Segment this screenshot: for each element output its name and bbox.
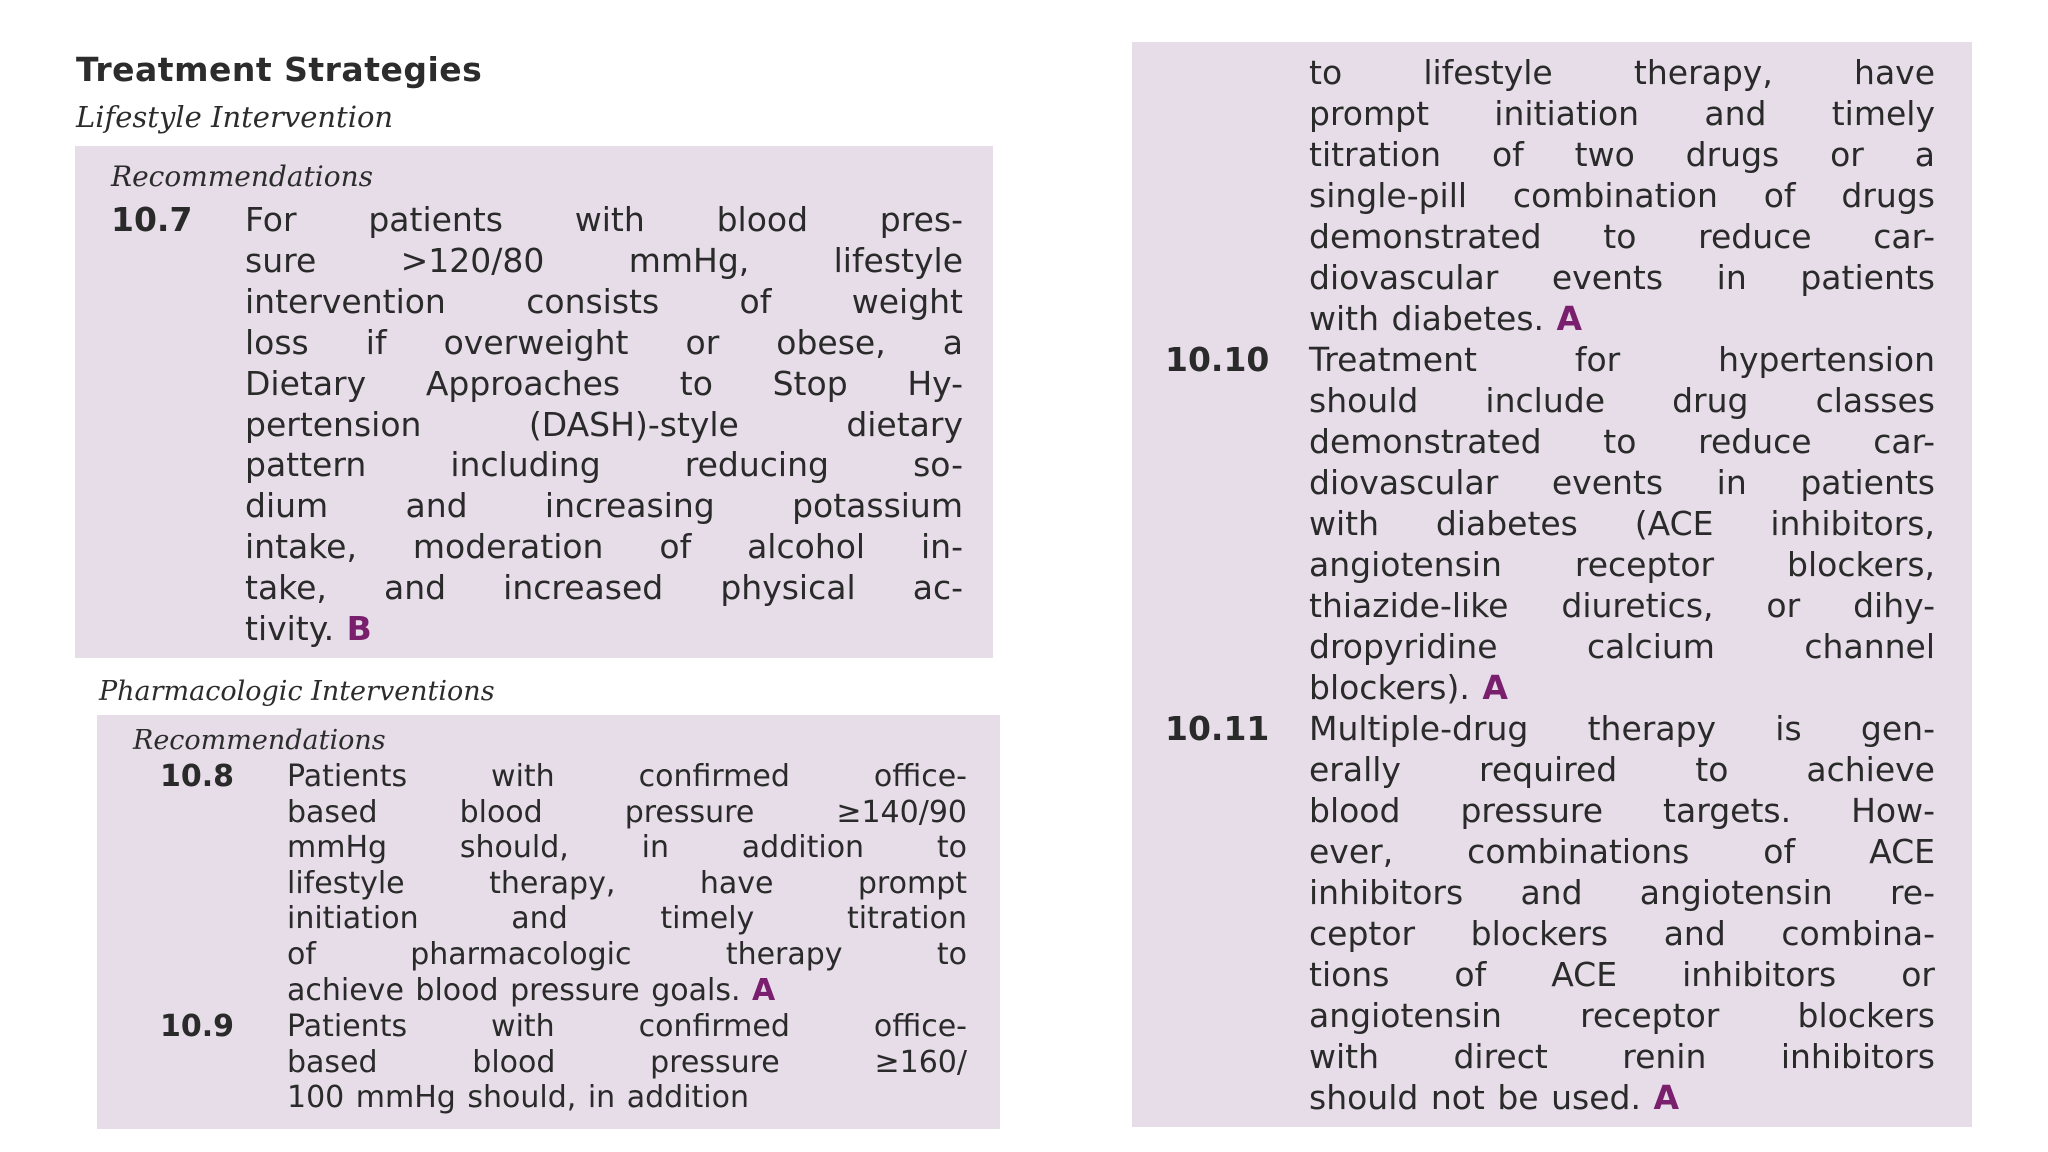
text-line — [287, 1009, 967, 1045]
text-line — [1309, 257, 1935, 298]
text-line — [245, 609, 963, 650]
text-line-content: angiotensin receptor blockers, — [1309, 545, 1935, 584]
text-line — [245, 200, 963, 241]
text-line — [1309, 462, 1935, 503]
text-line-content: 100 mmHg should, in addition — [287, 1080, 749, 1116]
text-line — [287, 901, 967, 937]
text-line — [1309, 749, 1935, 790]
text-line-content: based blood pressure ≥140/90 — [287, 794, 967, 830]
text-line — [1309, 380, 1935, 421]
text-line — [287, 937, 967, 973]
text-line-content: diovascular events in patients — [1309, 463, 1935, 502]
text-line-content: with diabetes. — [1309, 299, 1545, 338]
text-line-content: achieve blood pressure goals. — [287, 972, 741, 1008]
text-line — [287, 1045, 967, 1081]
text-line-content: to lifestyle therapy, have — [1309, 53, 1935, 92]
text-line — [287, 973, 967, 1009]
recommendations-label: Recommendations — [133, 725, 386, 756]
text-line — [287, 795, 967, 831]
text-line-content: Multiple-drug therapy is gen- — [1309, 709, 1935, 748]
evidence-grade: A — [1482, 668, 1508, 707]
text-line-content: ceptor blockers and combina- — [1309, 914, 1935, 953]
pharmacologic-recommendations-box — [97, 715, 1000, 1129]
text-line — [1309, 626, 1935, 667]
text-line-content: of pharmacologic therapy to — [287, 936, 967, 972]
lifestyle-recommendations-box — [75, 146, 993, 658]
text-line — [1309, 1077, 1935, 1118]
text-line — [1309, 93, 1935, 134]
text-line-content: prompt initiation and timely — [1309, 94, 1935, 133]
text-line-content: blockers). — [1309, 668, 1470, 707]
text-line — [1309, 913, 1935, 954]
recommendations-label: Recommendations — [111, 160, 373, 193]
section-title: Treatment Strategies — [76, 50, 483, 89]
text-line-content: erally required to achieve — [1309, 750, 1935, 789]
text-line — [1309, 790, 1935, 831]
text-line-content: intake, moderation of alcohol in- — [245, 527, 963, 567]
text-line-content: Patients with confirmed office- — [287, 759, 967, 794]
recommendation-text — [1309, 708, 1935, 1118]
text-line-content: lifestyle therapy, have prompt — [287, 865, 967, 901]
text-line — [1309, 175, 1935, 216]
text-line — [287, 1080, 967, 1116]
text-line-content: loss if overweight or obese, a — [245, 322, 963, 362]
text-line — [287, 759, 967, 795]
text-line — [1309, 954, 1935, 995]
text-line-content: should not be used. — [1309, 1078, 1641, 1117]
text-line — [245, 527, 963, 568]
text-line-content: diovascular events in patients — [1309, 258, 1935, 297]
recommendation-text — [1309, 339, 1935, 708]
text-line — [245, 405, 963, 446]
text-line — [1309, 995, 1935, 1036]
text-line — [1309, 831, 1935, 872]
text-line — [245, 241, 963, 282]
recommendation-number: 10.10 — [1165, 340, 1270, 379]
evidence-grade: A — [1653, 1078, 1679, 1117]
continued-recommendations-box — [1132, 42, 1972, 1127]
text-line — [1309, 134, 1935, 175]
lifestyle-subtitle: Lifestyle Intervention — [76, 100, 394, 134]
text-line-content: with diabetes (ACE inhibitors, — [1309, 504, 1935, 543]
text-line-content: demonstrated to reduce car- — [1309, 217, 1935, 256]
text-line-content: angiotensin receptor blockers — [1309, 996, 1935, 1035]
text-line-content: titration of two drugs or a — [1309, 135, 1935, 174]
text-line-content: should include drug classes — [1309, 381, 1935, 420]
recommendation-text — [245, 200, 963, 650]
text-line-content: Treatment for hypertension — [1309, 340, 1935, 379]
text-line — [245, 486, 963, 527]
text-line-content: tions of ACE inhibitors or — [1309, 955, 1935, 994]
recommendation-number: 10.11 — [1165, 709, 1270, 748]
text-line-content: dropyridine calcium channel — [1309, 627, 1935, 666]
text-line-content: dium and increasing potassium — [245, 486, 963, 526]
recommendation-text — [1309, 52, 1935, 339]
text-line-content: pattern including reducing so- — [245, 445, 963, 485]
text-line-content: blood pressure targets. How- — [1309, 791, 1935, 830]
text-line-content: initiation and timely titration — [287, 901, 967, 937]
text-line-content: inhibitors and angiotensin re- — [1309, 873, 1935, 912]
text-line — [1309, 503, 1935, 544]
evidence-grade: B — [346, 609, 372, 649]
evidence-grade: A — [1556, 299, 1583, 338]
text-line-content: mmHg should, in addition to — [287, 830, 967, 866]
text-line — [1309, 52, 1935, 93]
text-line — [1309, 298, 1935, 339]
text-line — [287, 830, 967, 866]
text-line — [1309, 216, 1935, 257]
text-line-content: Patients with confirmed office- — [287, 1009, 967, 1044]
text-line-content: For patients with blood pres- — [245, 200, 963, 239]
text-line-content: demonstrated to reduce car- — [1309, 422, 1935, 461]
text-line — [1309, 544, 1935, 585]
text-line — [245, 323, 963, 364]
recommendation-number: 10.8 — [160, 759, 235, 794]
text-line — [1309, 421, 1935, 462]
text-line-content: based blood pressure ≥160/ — [287, 1044, 967, 1080]
text-line — [245, 568, 963, 609]
recommendation-text — [287, 1009, 967, 1116]
text-line-content: sure >120/80 mmHg, lifestyle — [245, 240, 963, 280]
recommendation-text — [287, 759, 967, 1008]
text-line-content: tivity. — [245, 609, 335, 649]
evidence-grade: A — [752, 972, 776, 1008]
pharmacologic-subtitle: Pharmacologic Interventions — [99, 676, 495, 707]
recommendation-number: 10.7 — [111, 200, 193, 239]
text-line — [287, 866, 967, 902]
text-line-content: single-pill combination of drugs — [1309, 176, 1935, 215]
text-line — [1309, 585, 1935, 626]
text-line-content: with direct renin inhibitors — [1309, 1037, 1935, 1076]
text-line-content: ever, combinations of ACE — [1309, 832, 1935, 871]
text-line-content: take, and increased physical ac- — [245, 568, 963, 608]
text-line — [1309, 1036, 1935, 1077]
text-line-content: intervention consists of weight — [245, 281, 963, 321]
text-line-content: Dietary Approaches to Stop Hy- — [245, 363, 963, 403]
text-line — [245, 282, 963, 323]
text-line — [245, 364, 963, 405]
text-line — [1309, 708, 1935, 749]
text-line — [1309, 667, 1935, 708]
text-line-content: pertension (DASH)-style dietary — [245, 404, 963, 444]
text-line — [245, 445, 963, 486]
recommendation-number: 10.9 — [160, 1009, 235, 1044]
text-line-content: thiazide-like diuretics, or dihy- — [1309, 586, 1935, 625]
text-line — [1309, 339, 1935, 380]
text-line — [1309, 872, 1935, 913]
